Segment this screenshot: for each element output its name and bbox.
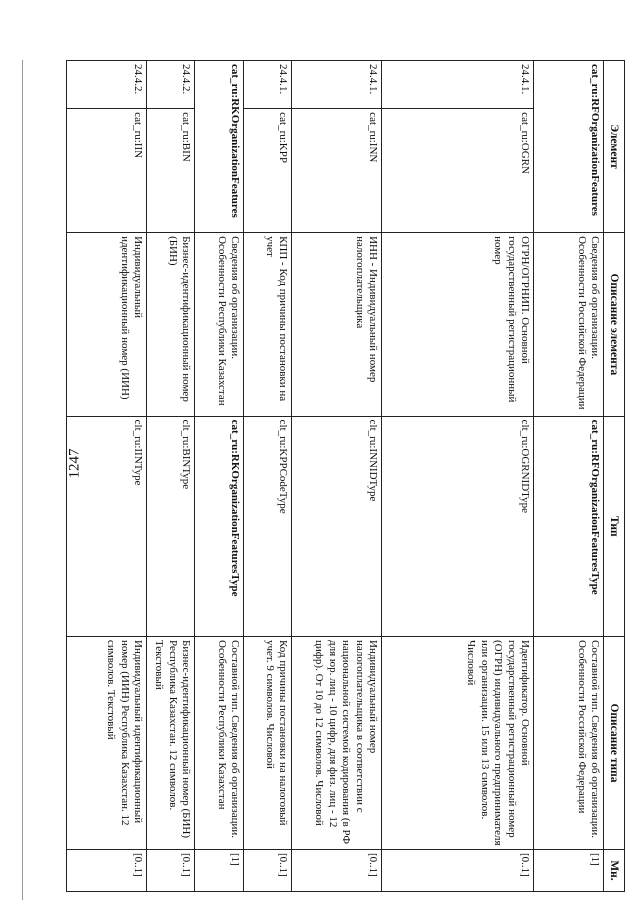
cell-number: 24.4.1.	[243, 61, 291, 109]
table-row	[146, 61, 194, 892]
cell-element: cat_ru:KPP	[243, 109, 291, 233]
cell-element-description: Индивидуальный идентификационный номер (ИИН)	[66, 233, 146, 417]
header-element-description: Описание элемента	[603, 233, 624, 417]
cell-type-description: Индивидуальный идентификационный номер (ИИН) Республика Казахстан. 12 символов. Текстовый	[66, 637, 146, 850]
table-body	[66, 61, 603, 892]
cell-type-description: Бизнес-идентификационный номер (БИН) Республика Казахстан. 12 символов. Текстовый	[146, 637, 194, 850]
cell-type: clt_ru:KPPCodeType	[243, 416, 291, 636]
cell-element: cat_ru:RKOrganizationFeatures	[194, 61, 243, 233]
cell-multiplicity: [0..1]	[291, 849, 381, 891]
cell-element: cat_ru:INN	[291, 109, 381, 233]
cell-type: clt_ru:OGRNIDType	[381, 416, 533, 636]
cell-type-description: Индивидуальный номер налогоплательщика в соответствии с национальной системой кодирования (в РФ для юр. лиц - 10 цифр, для физ. лиц - 12 цифр). От 10 до 12 символов. Числовой	[291, 637, 381, 850]
cell-number: 24.4.2.	[146, 61, 194, 109]
table-row	[291, 61, 381, 892]
cell-multiplicity: [0..1]	[243, 849, 291, 891]
cell-type-description: Составной тип. Сведения об организации. Особенности Российской Федерации	[533, 637, 603, 850]
table-row	[66, 61, 146, 892]
header-type-description: Описание типа	[603, 637, 624, 850]
cell-element-description: КПП - Код причины постановки на учет	[243, 233, 291, 417]
cell-element-description: Сведения об организации. Особенности Республики Казахстан	[194, 233, 243, 417]
cell-type: cat_ru:RFOrganizationFeaturesType	[533, 416, 603, 636]
table-row	[381, 61, 533, 892]
table-row	[533, 61, 603, 892]
cell-multiplicity: [1]	[194, 849, 243, 891]
cell-element: cat_ru:RFOrganizationFeatures	[533, 61, 603, 233]
header-type: Тип	[603, 416, 624, 636]
rotated-page-content	[105, 60, 625, 892]
cell-element-description: ОГРН/ОГРНИП. Основной государственный регистрационный номер	[381, 233, 533, 417]
cell-element: cat_ru:BIN	[146, 109, 194, 233]
cell-type: cat_ru:RKOrganizationFeaturesType	[194, 416, 243, 636]
cell-element-description: Сведения об организации. Особенности Российской Федерации	[533, 233, 603, 417]
cell-multiplicity: [1]	[533, 849, 603, 891]
cell-element-description: ИНН - Индивидуальный номер налогоплательщика	[291, 233, 381, 417]
header-multiplicity: Мн.	[603, 849, 624, 891]
table-header-row	[603, 61, 624, 892]
header-element: Элемент	[603, 61, 624, 233]
page-edge-rule	[22, 60, 23, 900]
table-row	[243, 61, 291, 892]
cell-type-description: Составной тип. Сведения об организации. Особенности Республики Казахстан	[194, 637, 243, 850]
cell-element: cat_ru:OGRN	[381, 109, 533, 233]
cell-type: clt_ru:IINType	[66, 416, 146, 636]
cell-type: clt_ru:BINType	[146, 416, 194, 636]
cell-number: 24.4.1.	[291, 61, 381, 109]
cell-multiplicity: [0..1]	[381, 849, 533, 891]
page-number: 1247	[66, 448, 83, 479]
cell-element-description: Бизнес-идентификационный номер (БИН)	[146, 233, 194, 417]
cell-type-description: Идентификатор. Основной государственный регистрационный номер (ОГРН) индивидуального предпринимателя или организации. 15 или 13 символов. Числовой	[381, 637, 533, 850]
cell-number: 24.4.2.	[66, 61, 146, 109]
cell-type: clt_ru:INNIDType	[291, 416, 381, 636]
specification-table	[66, 60, 625, 892]
cell-multiplicity: [0..1]	[66, 849, 146, 891]
cell-number: 24.4.1.	[381, 61, 533, 109]
table-row	[194, 61, 243, 892]
cell-element: cat_ru:IIN	[66, 109, 146, 233]
cell-type-description: Код причины постановки на налоговый учет. 9 символов. Числовой	[243, 637, 291, 850]
cell-multiplicity: [0..1]	[146, 849, 194, 891]
